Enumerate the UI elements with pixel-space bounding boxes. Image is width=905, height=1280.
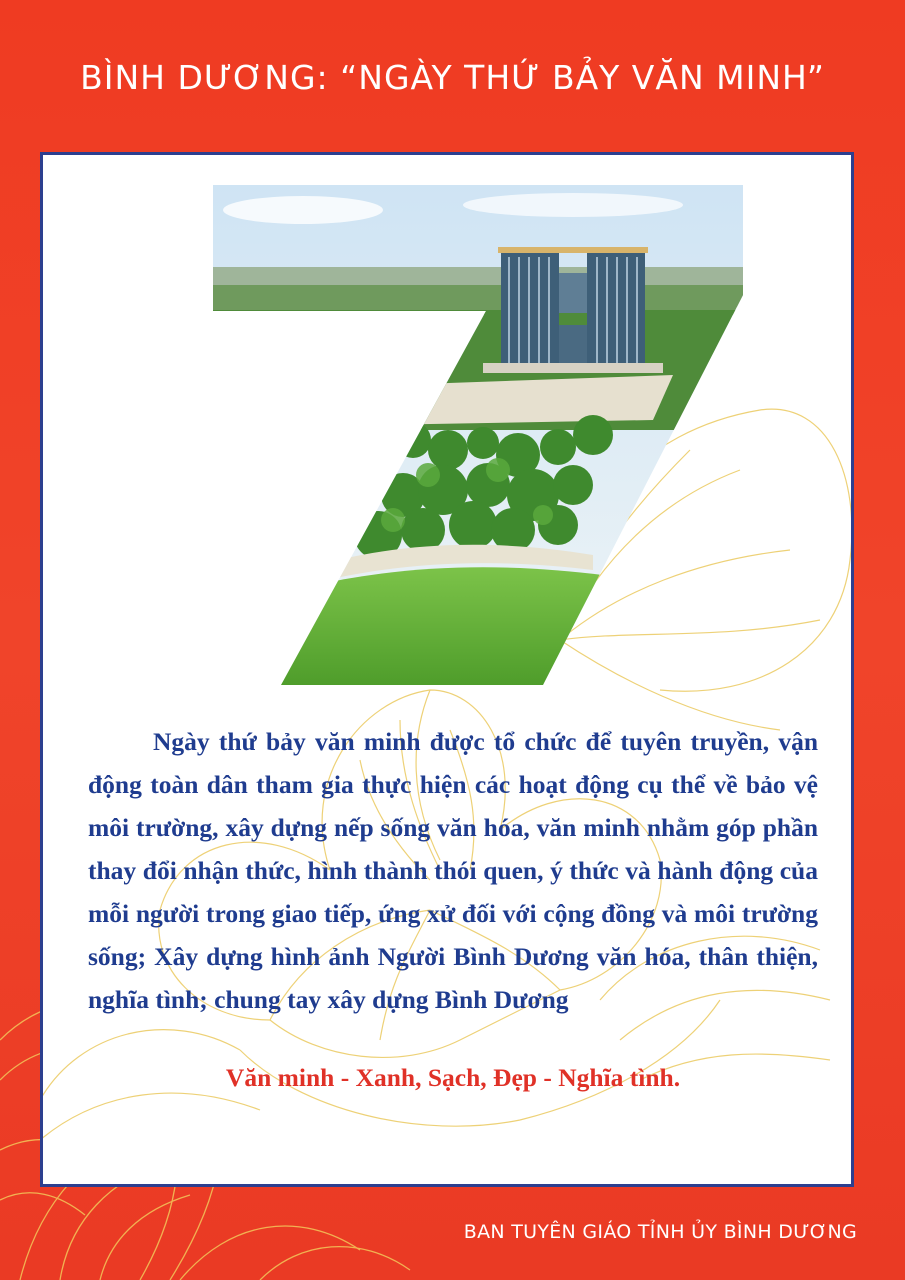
slogan-text: Văn minh - Xanh, Sạch, Đẹp - Nghĩa tình. [225, 1063, 681, 1092]
footer-organization: BAN TUYÊN GIÁO TỈNH ỦY BÌNH DƯƠNG [463, 1221, 857, 1243]
intro-paragraph: Ngày thứ bảy văn minh được tổ chức để tuyên truyền, vận động toàn dân tham gia thực hiện các hoạt động cụ thể về bảo vệ môi trường, xây dựng nếp sống văn hóa, văn minh nhằm góp phần thay đổi nhận thức, hình thành thói quen, ý thức và hành động của mỗi người trong giao tiếp, ứng xử đối với cộng đồng và môi trường sống; Xây dựng hình ảnh Người Bình Dương văn hóa, thân thiện, nghĩa tình; chung tay xây dựng Bình Dương [88, 727, 818, 1014]
poster-title: BÌNH DƯƠNG: “NGÀY THỨ BẢY VĂN MINH” [80, 58, 825, 97]
seven-photo-graphic [213, 185, 743, 685]
content-card [40, 152, 854, 1187]
